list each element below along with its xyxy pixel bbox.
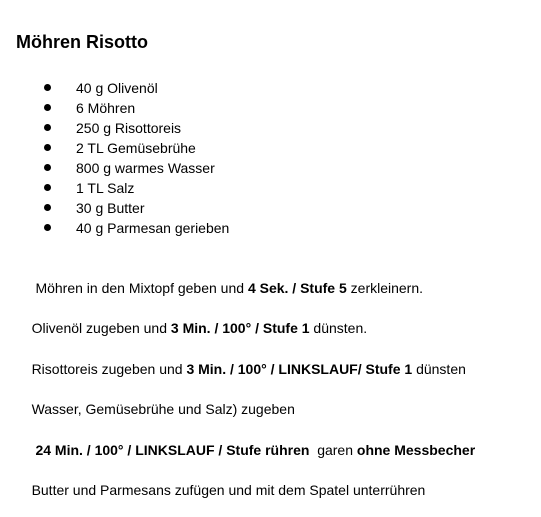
step-text: Olivenöl zugeben und xyxy=(31,320,171,336)
ingredient-text: 250 g Risottoreis xyxy=(76,120,182,136)
step-text: zerkleinern. xyxy=(346,280,424,296)
ingredient-text: 30 g Butter xyxy=(76,200,145,216)
bullet-icon xyxy=(44,104,51,111)
ingredient-text: 800 g warmes Wasser xyxy=(76,160,215,176)
step-text: garen xyxy=(313,442,357,458)
bullet-icon xyxy=(44,204,51,211)
ingredient-text: 40 g Parmesan gerieben xyxy=(76,220,230,236)
bullet-icon xyxy=(44,144,51,151)
step-text: dünsten. xyxy=(309,320,368,336)
step-text: Wasser, Gemüsebrühe und Salz) zugeben xyxy=(31,401,295,417)
bullet-icon xyxy=(44,124,51,131)
step-bold-text: ohne Messbecher xyxy=(356,442,476,458)
step-bold-text: 4 Sek. / Stufe 5 xyxy=(247,280,347,296)
bullet-icon xyxy=(44,224,51,231)
step-text: Butter und Parmesans zufügen und mit dem Spatel unterrühren xyxy=(31,482,426,498)
step-text: Möhren in den Mixtopf geben und xyxy=(31,280,248,296)
ingredient-text: 6 Möhren xyxy=(76,100,136,116)
recipe-title: Möhren Risotto xyxy=(16,32,148,52)
ingredient-text: 2 TL Gemüsebrühe xyxy=(76,140,196,156)
step-6 xyxy=(16,463,425,517)
step-text: dünsten xyxy=(412,361,466,377)
step-text: Risottoreis zugeben und xyxy=(31,361,187,377)
step-bold-text: 3 Min. / 100° / LINKSLAUF/ Stufe 1 xyxy=(186,361,413,377)
bullet-icon xyxy=(44,164,51,171)
ingredient-text: 1 TL Salz xyxy=(76,180,135,196)
bullet-icon xyxy=(44,84,51,91)
bullet-icon xyxy=(44,184,51,191)
ingredient-text: 40 g Olivenöl xyxy=(76,80,158,96)
step-bold-text: 24 Min. / 100° / LINKSLAUF / Stufe rühren xyxy=(31,442,314,458)
step-bold-text: 3 Min. / 100° / Stufe 1 xyxy=(170,320,310,336)
